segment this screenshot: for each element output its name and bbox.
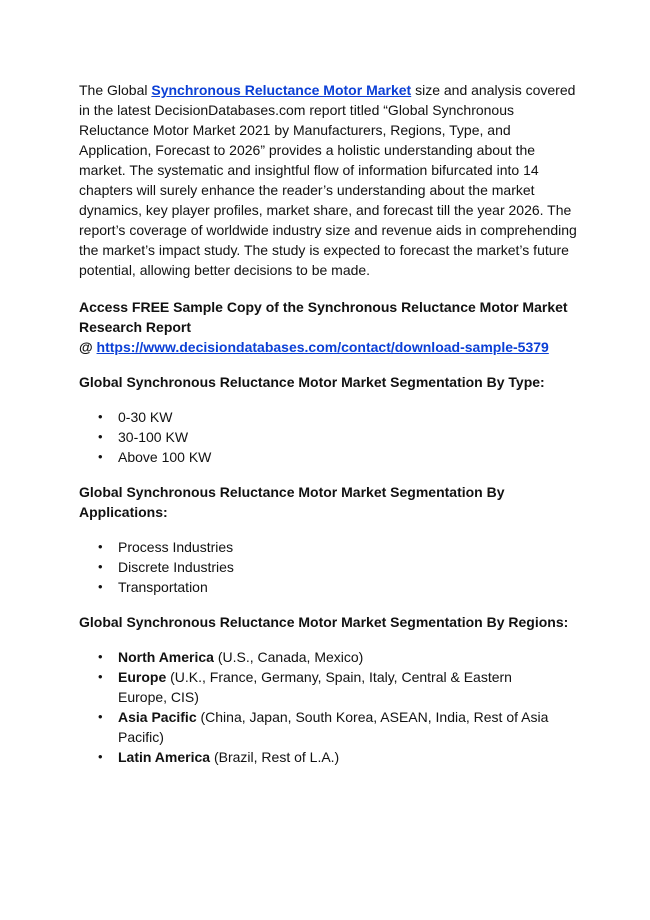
segmentation-applications-title: Global Synchronous Reluctance Motor Market Segmentation By Applications:	[79, 484, 505, 520]
list-item	[79, 557, 579, 577]
application-list	[79, 537, 579, 597]
list-item	[79, 707, 558, 747]
market-link[interactable]: Synchronous Reluctance Motor Market	[151, 82, 412, 98]
region-detail: (U.K., France, Germany, Spain, Italy, Central & Eastern Europe, CIS)	[118, 669, 512, 705]
segmentation-type-title: Global Synchronous Reluctance Motor Market Segmentation By Type:	[79, 374, 545, 390]
list-item-label: Discrete Industries	[118, 559, 234, 575]
bullet-icon: •	[98, 429, 103, 444]
list-item-label: 0-30 KW	[118, 409, 173, 425]
document-body	[79, 80, 579, 782]
list-item	[79, 667, 558, 707]
list-item-label: 30-100 KW	[118, 429, 189, 445]
list-item-label: Transportation	[118, 579, 208, 595]
sample-request-link-line	[79, 337, 579, 357]
list-item	[79, 747, 558, 767]
region-list	[79, 647, 579, 767]
type-list	[79, 407, 579, 467]
bullet-icon: •	[98, 709, 103, 724]
segmentation-regions-title: Global Synchronous Reluctance Motor Market Segmentation By Regions:	[79, 614, 569, 630]
bullet-icon: •	[98, 559, 103, 574]
region-name: North America	[118, 649, 214, 665]
sample-download-link[interactable]: https://www.decisiondatabases.com/contact/download-sample-5379	[96, 339, 549, 355]
bullet-icon: •	[98, 749, 103, 764]
region-name: Asia Pacific	[118, 709, 197, 725]
bullet-icon: •	[98, 649, 103, 664]
list-item-label: Above 100 KW	[118, 449, 212, 465]
sample-request-text: Access FREE Sample Copy of the Synchronous Reluctance Motor Market Research Report	[79, 299, 568, 335]
intro-text-before: The Global	[79, 82, 152, 98]
list-item	[79, 577, 579, 597]
region-detail: (U.S., Canada, Mexico)	[213, 649, 364, 665]
region-detail: (China, Japan, South Korea, ASEAN, India, Rest of Asia Pacific)	[118, 709, 549, 745]
intro-paragraph	[79, 80, 579, 280]
bullet-icon: •	[98, 539, 103, 554]
list-item	[79, 427, 579, 447]
region-name: Europe	[118, 669, 167, 685]
bullet-icon: •	[98, 409, 103, 424]
bullet-icon: •	[98, 579, 103, 594]
intro-text-after: size and analysis covered in the latest DecisionDatabases.com report titled “Global Synchronous Reluctance Motor Market 2021 by Manufacturers, Regions, Type, and Application, Forecast to 2026” provides a holistic understanding about the market. The systematic and insightful flow of information bifurcated into 14 chapters will surely enhance the reader’s understanding about the market dynamics, key player profiles, market share, and forecast till the year 2026. The report’s coverage of worldwide industry size and revenue aids in comprehending the market’s impact study. The study is expected to forecast the market’s future potential, allowing better decisions to be made.	[79, 82, 577, 278]
list-item	[79, 647, 558, 667]
list-item	[79, 447, 579, 467]
bullet-icon: •	[98, 449, 103, 464]
region-detail: (Brazil, Rest of L.A.)	[210, 749, 340, 765]
bullet-icon: •	[98, 669, 103, 684]
at-symbol: @	[79, 339, 97, 355]
list-item	[79, 407, 579, 427]
sample-request-block	[79, 297, 579, 357]
region-name: Latin America	[118, 749, 211, 765]
list-item	[79, 537, 579, 557]
list-item-label: Process Industries	[118, 539, 234, 555]
